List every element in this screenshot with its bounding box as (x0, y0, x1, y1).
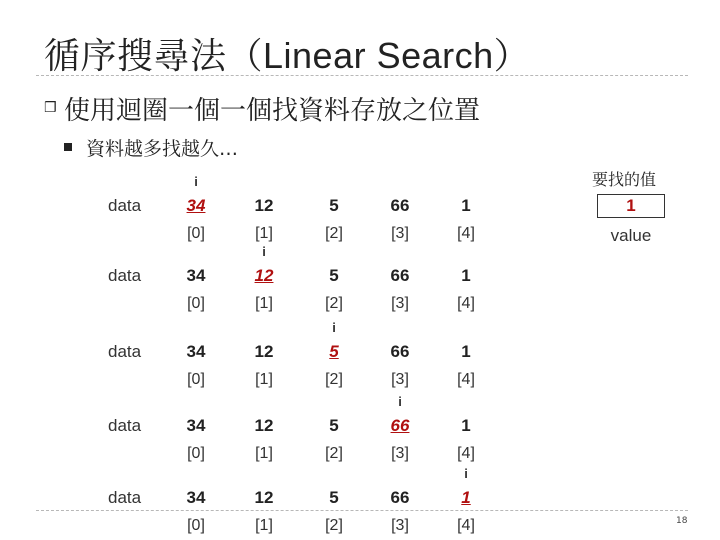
array-value: 66 (390, 488, 410, 507)
array-value: 66 (390, 416, 410, 435)
array-index: [4] (457, 295, 475, 312)
main-bullet: 使用迴圈一個一個找資料存放之位置 (64, 96, 481, 126)
array-index: [4] (457, 445, 475, 462)
page-number: 18 (676, 516, 688, 526)
array-value: 5 (329, 416, 339, 435)
row-label: data (108, 266, 142, 285)
array-value: 12 (254, 196, 274, 215)
array-index: [3] (391, 445, 409, 462)
array-value: 66 (390, 342, 410, 361)
array-index: [3] (391, 517, 409, 534)
target-value-box: 1 (597, 194, 665, 218)
array-index: [2] (325, 445, 343, 462)
page-title: 循序搜尋法（Linear Search） (44, 35, 531, 77)
array-index: [3] (391, 371, 409, 388)
array-value: 12 (254, 266, 274, 285)
array-index: [1] (255, 371, 273, 388)
array-index: [2] (325, 295, 343, 312)
pointer-i: i (194, 174, 198, 189)
array-index: [0] (187, 225, 205, 242)
target-caption: value (610, 226, 652, 245)
array-value: 5 (329, 196, 339, 215)
array-value: 34 (186, 488, 206, 507)
row-label: data (108, 416, 142, 435)
array-index: [1] (255, 517, 273, 534)
row-label: data (108, 196, 142, 215)
array-index: [2] (325, 517, 343, 534)
array-value: 1 (461, 416, 471, 435)
array-value: 66 (390, 266, 410, 285)
sub-bullet: 資料越多找越久… (86, 138, 239, 160)
row-label: data (108, 342, 142, 361)
array-index: [4] (457, 517, 475, 534)
array-value: 1 (461, 196, 471, 215)
array-value: 1 (461, 488, 471, 507)
array-index: [2] (325, 225, 343, 242)
pointer-i: i (262, 244, 266, 259)
array-value: 34 (186, 416, 206, 435)
array-index: [0] (187, 295, 205, 312)
array-value: 34 (186, 196, 206, 215)
row-label: data (108, 488, 142, 507)
array-index: [4] (457, 371, 475, 388)
array-index: [3] (391, 295, 409, 312)
array-value: 12 (254, 488, 274, 507)
footer-divider (36, 510, 688, 511)
array-value: 5 (329, 342, 339, 361)
array-value: 5 (329, 266, 339, 285)
array-index: [3] (391, 225, 409, 242)
array-index: [4] (457, 225, 475, 242)
array-value: 66 (390, 196, 410, 215)
array-value: 34 (186, 266, 206, 285)
array-value: 5 (329, 488, 339, 507)
sub-bullet-marker (64, 143, 72, 151)
array-index: [1] (255, 295, 273, 312)
array-index: [1] (255, 445, 273, 462)
pointer-i: i (332, 320, 336, 335)
bullet-marker: ❒ (44, 100, 57, 116)
array-value: 12 (254, 416, 274, 435)
array-index: [0] (187, 371, 205, 388)
pointer-i: i (464, 466, 468, 481)
array-value: 12 (254, 342, 274, 361)
pointer-i: i (398, 394, 402, 409)
target-label: 要找的值 (592, 170, 657, 189)
title-divider (36, 75, 688, 76)
array-index: [0] (187, 445, 205, 462)
array-index: [1] (255, 225, 273, 242)
array-index: [0] (187, 517, 205, 534)
array-index: [2] (325, 371, 343, 388)
array-value: 1 (461, 342, 471, 361)
array-value: 34 (186, 342, 206, 361)
array-value: 1 (461, 266, 471, 285)
